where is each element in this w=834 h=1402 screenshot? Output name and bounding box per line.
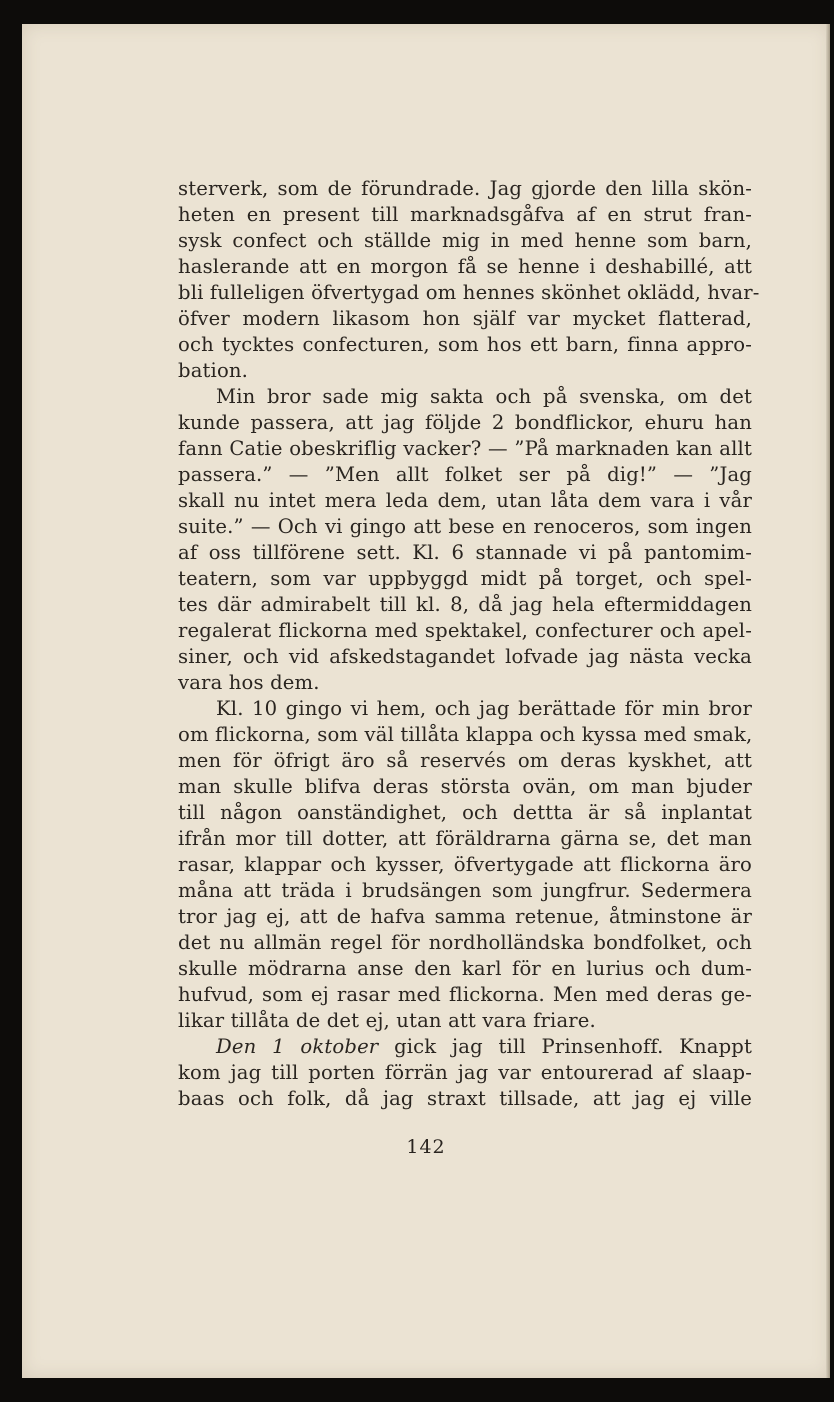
text-line: till någon oanständighet, och dettta är så inplantat bbox=[178, 801, 752, 824]
text-line-rest: gick jag till Prinsenhoff. Knappt bbox=[378, 1035, 752, 1058]
paragraph-start: Min bror sade mig sakta och på svenska, om det bbox=[216, 385, 752, 408]
text-line: kom jag till porten förrän jag var entourerad af slaap- bbox=[178, 1061, 752, 1084]
text-line: heten en present till marknadsgåfva af en strut fran- bbox=[178, 203, 752, 226]
text-line: hufvud, som ej rasar med flickorna. Men med deras ge- bbox=[178, 983, 752, 1006]
text-line: regalerat flickorna med spektakel, confecturer och apel- bbox=[178, 619, 752, 642]
text-line: baas och folk, då jag straxt tillsade, att jag ej ville bbox=[178, 1087, 752, 1110]
text-line: siner, och vid afskedstagandet lofvade jag nästa vecka bbox=[178, 645, 752, 668]
text-line: men för öfrigt äro så reservés om deras kyskhet, att bbox=[178, 749, 752, 772]
text-line: öfver modern likasom hon själf var mycket flatterad, bbox=[178, 307, 752, 330]
text-line: skall nu intet mera leda dem, utan låta dem vara i vår bbox=[178, 489, 752, 512]
text-line: vara hos dem. bbox=[178, 671, 320, 694]
text-line: kunde passera, att jag följde 2 bondflickor, ehuru han bbox=[178, 411, 752, 434]
text-line: sysk confect och ställde mig in med henne som barn, bbox=[178, 229, 752, 252]
text-line: sterverk, som de förundrade. Jag gjorde den lilla skön- bbox=[178, 177, 752, 200]
text-line: tes där admirabelt till kl. 8, då jag hela eftermiddagen bbox=[178, 593, 752, 616]
text-line: man skulle blifva deras största ovän, om man bjuder bbox=[178, 775, 752, 798]
book-page bbox=[22, 24, 830, 1378]
body-text bbox=[178, 176, 760, 1112]
text-line: bation. bbox=[178, 359, 249, 382]
text-line: passera.” — ”Men allt folket ser på dig!” — ”Jag bbox=[178, 463, 752, 486]
text-line: och tycktes confecturen, som hos ett barn, finna appro- bbox=[178, 333, 752, 356]
text-line: ifrån mor till dotter, att föräldrarna gärna se, det man bbox=[178, 827, 752, 850]
paragraph-start: Kl. 10 gingo vi hem, och jag berättade för min bror bbox=[216, 697, 752, 720]
text-line: haslerande att en morgon få se henne i deshabillé, att bbox=[178, 255, 752, 278]
text-line: bli fulleligen öfvertygad om hennes skönhet oklädd, hvar- bbox=[178, 281, 760, 304]
text-line: fann Catie obeskriflig vacker? — ”På marknaden kan allt bbox=[178, 437, 752, 460]
text-line: teatern, som var uppbyggd midt på torget, och spel- bbox=[178, 567, 752, 590]
page-number: 142 bbox=[406, 1136, 446, 1158]
text-line: skulle mödrarna anse den karl för en lurius och dum- bbox=[178, 957, 752, 980]
text-line: om flickorna, som väl tillåta klappa och kyssa med smak, bbox=[178, 723, 753, 746]
text-line: af oss tillförene sett. Kl. 6 stannade vi på pantomim- bbox=[178, 541, 752, 564]
text-line: rasar, klappar och kysser, öfvertygade att flickorna äro bbox=[178, 853, 752, 876]
text-line: måna att träda i brudsängen som jungfrur. Sedermera bbox=[178, 879, 752, 902]
paragraph-start bbox=[178, 1034, 752, 1060]
text-line: suite.” — Och vi gingo att bese en renoceros, som ingen bbox=[178, 515, 752, 538]
text-line: likar tillåta de det ej, utan att vara friare. bbox=[178, 1009, 596, 1032]
page-edge bbox=[826, 24, 830, 1378]
text-line: det nu allmän regel för nordholländska bondfolket, och bbox=[178, 931, 752, 954]
date-heading: Den 1 oktober bbox=[216, 1035, 379, 1058]
text-line: tror jag ej, att de hafva samma retenue, åtminstone är bbox=[178, 905, 752, 928]
